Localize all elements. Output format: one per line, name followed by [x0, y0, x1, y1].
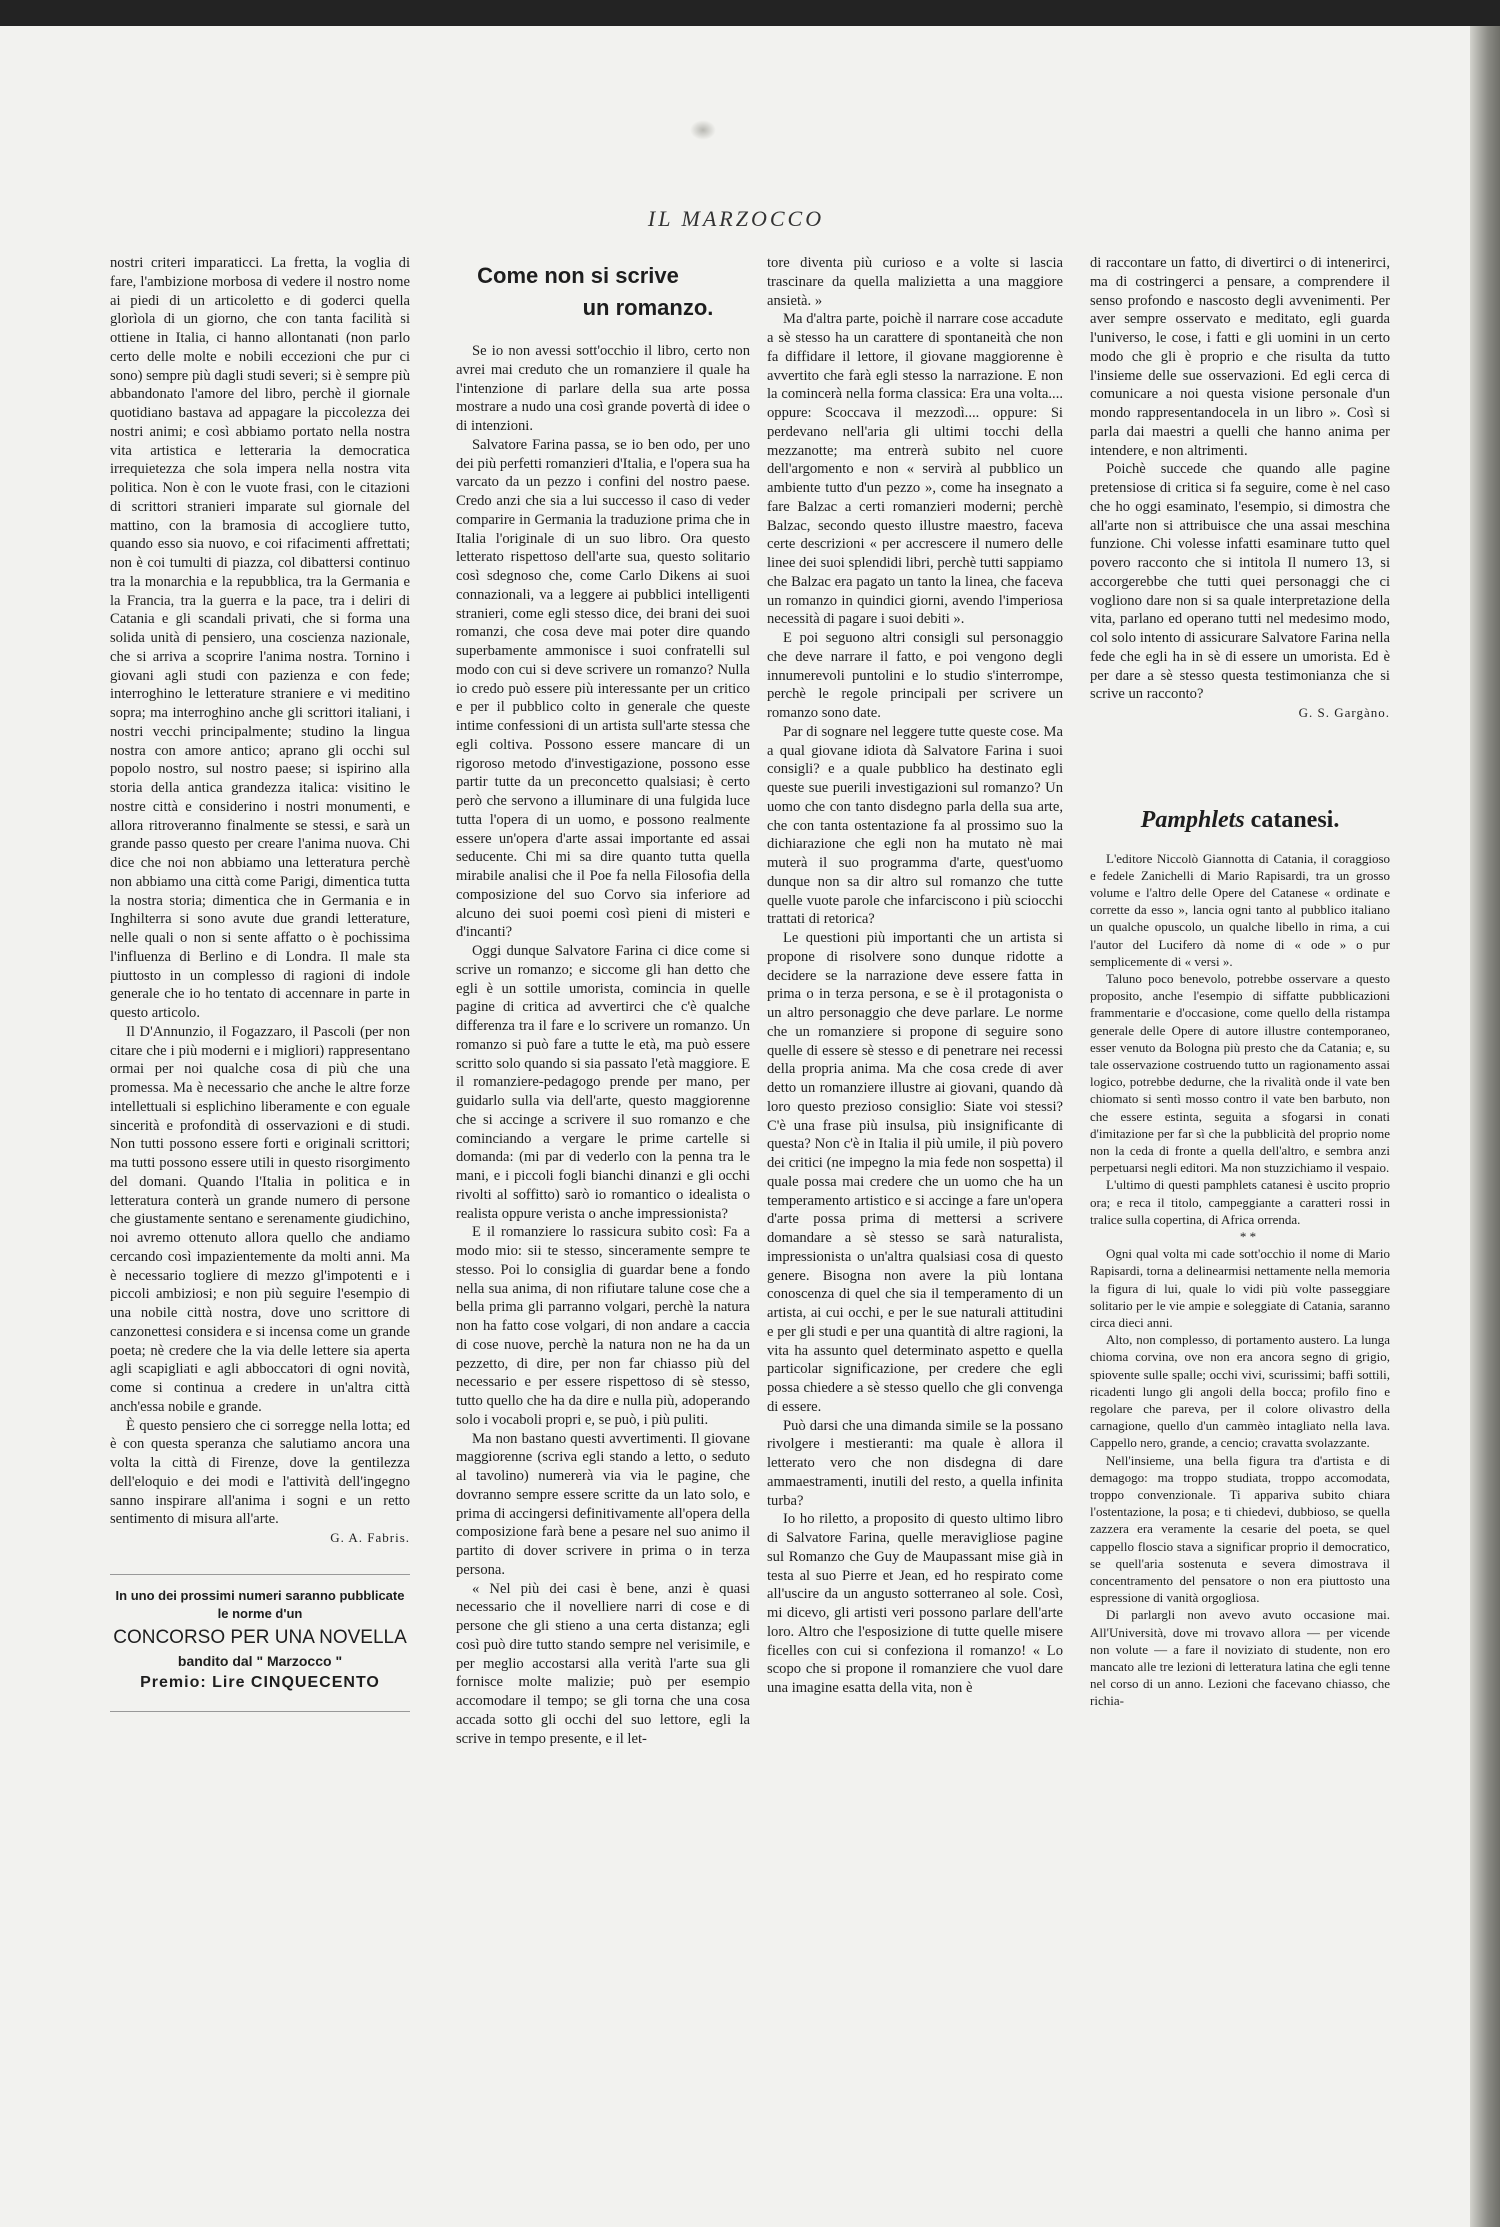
page-header: IL MARZOCCO [647, 206, 825, 231]
article-title [456, 260, 750, 324]
paragraph: « Nel più dei casi è bene, anzi è quasi necessario che il novelliere narri di cose e di persone che gli stieno a una certa distanza; egli così può dire tutto stando sempre nel verisimile, e per meglio accostarsi alla verità l'arte sua gli fornisce molte malizie; può per esempio accomodare il tempo; se gli torna che una cosa accada sotto gli occhi del suo lettore, egli la scrive in tempo presente, e il let- [456, 1580, 750, 1747]
notice-intro: In uno dei prossimi numeri saranno pubblicate le norme d'un [115, 1587, 405, 1621]
signature: G. A. Fabris. [330, 1530, 410, 1545]
scan-top-border [0, 0, 1500, 26]
title-line: un romanzo. [582, 295, 714, 320]
article-title [1090, 806, 1390, 833]
paragraph: Par di sognare nel leggere tutte queste cose. Ma a qual giovane idiota dà Salvatore Farina i suoi consigli? e a quale pubblico ha destinato egli queste sue puerili investigazioni sul romanzo? Un uomo che con tanto disdegno parla della sua arte, che con tanta ostentazione fa al prossimo suo la dichiarazione che egli non ha mutato nè mai muterà il suo programma d'arte, quest'uomo dunque non sa dir altro sul romanzo che tutte quelle vuote parole che infarciscono i più sciocchi trattati di retorica? [767, 723, 1063, 928]
paragraph: Alto, non complesso, di portamento austero. La lunga chioma corvina, ove non era ancora segno di grigio, spiovente sulle spalle; occhi vivi, scurissimi; baffi sottili, ricadenti lungo gli angoli della bocca; profilo fino e regolare che pareva, per il colore olivastro della carnagione, quello d'un cammèo intagliato nella lava. Cappello nero, grande, a cencio; cravatta svolazzante. [1090, 1332, 1390, 1451]
paragraph: L'editore Niccolò Giannotta di Catania, il coraggioso e fedele Zanichelli di Mario Rapisardi, tra un grosso volume e l'altro delle Opere del Catanese « ordinate e corrette da esso », lancia ogni tanto al pubblico italiano un qualche opuscolo, un qualche libello in rima, a cui l'autor del Lucifero dà nome di « ode » o pur semplicemente di « versi ». [1090, 850, 1390, 969]
paragraph: Salvatore Farina passa, se io ben odo, per uno dei più perfetti romanzieri d'Italia, e l'opera sua ha varcato da un pezzo i confini del nostro paese. Credo anzi che sia a lui successo il caso di veder comparire in Germania la traduzione prima che in Italia l'originale di un suo libro. Ora questo letterato rispettoso dell'arte sua, questo solitario così sdegnoso che, come Carlo Dikens ai suoi connazionali, va a leggere ai pubblici intelligenti stranieri, come egli stesso dice, dei brani dei suoi romanzi, che cosa deve mai poter dire quando superbamente ammonisce i suoi confratelli sul modo con cui si deve scrivere un romanzo? Nulla io credo può essere più interessante per un critico e per il pubblico colto in generale che queste intime confessioni di un artista sull'arte stessa che egli coltiva. Possono essere mancare di un rigoroso metodo d'investigazione, possono esse partir tutte da un preconcetto qualsiasi; è certo però che servono a illuminare di una fulgida luce tutta l'opera di un uomo, e possono realmente essere un'opera d'arte assai importante ed assai seducente. Chi mi sa dire quanto tutta quella mirabile analisi che il Poe fa nella Filosofia della composizione del suo Corvo sia inferiore ad alcuno dei suoi poemi così pieni di misteri e d'incanti? [456, 436, 750, 941]
contest-notice [110, 1574, 410, 1712]
notice-prize: Premio: Lire CINQUECENTO [140, 1674, 380, 1692]
paragraph: Le questioni più importanti che un artista si propone di risolvere sono dunque ridotte a decidere se la narrazione deve essere fatta in prima o in terza persona, e se è il protagonista o un altro personaggio che deve parlare. Le norme che un romanziere si propone di seguire sono quelle di essere sè stesso e di penetrare nei recessi della propria anima. Ma che cosa crede di aver detto un romanziere illustre ai giovani, quando dà loro questo prezioso consiglio: Siate voi stessi? C'è una frase più insulsa, più insignificante di questa? Non c'è in Italia il più umile, il più povero dei critici (ne impegno la mia fede non sospetta) il quale possa mai credere che un uomo che ha un temperamento artistico e si accinge a fare un'opera d'arte possa prima di mettersi a scrivere domandare a sè stesso se sarà naturalista, impressionista o un'altra qualsiasi cosa di questo genere. Bisogna non avere la più lontana conoscenza di quel che sia il temperamento di un artista, ai cui occhi, e per le sue naturali attitudini e per gli studi e per una quantità di altre ragioni, la vita ha assunto quel determinato aspetto e quella particolar significazione, per credere che egli possa chiedere a sè stesso quello che gli convenga di essere. [767, 930, 1063, 1415]
article-body [1090, 850, 1390, 1710]
paragraph: tore diventa più curioso e a volte si lascia trascinare da quella malizietta a una maggiore ansietà. » [767, 255, 1063, 309]
paragraph: E il romanziere lo rassicura subito così: Fa a modo mio: sii te stesso, sinceramente sempre te stesso. Poi lo consiglia di guardar bene a fondo nella sua anima, di non rifiutare talune cose che a bella prima gli parranno volgari, perchè la natura non ha fatto cose volgari, di non andare a caccia di cose nuove, perchè la natura non ne ha da un pezzetto, di dire, per non far chiasso più del necessario e per essere rispettoso di sè stesso, tutto quello che ha da dire e nulla più, adoperando solo i vocaboli propri e, se può, i più puliti. [456, 1224, 750, 1428]
column-1 [110, 254, 410, 1712]
paragraph: Può darsi che una dimanda simile se la possano rivolgere i mestieranti: ma quale è allora il letterato vero che non disdegna di dare ammaestramenti, inutili del resto, a quella infinita turba? [767, 1417, 1063, 1509]
paragraph: di raccontare un fatto, di divertirci o di intenerirci, ma di costringerci a pensare, a comprendere il senso profondo e nascosto degli avvenimenti. Per aver sempre osservato e meditato, egli guarda l'universo, le cose, i fatti e gli uomini in un certo modo che gli è proprio e che risulta da tutto l'insieme delle sue osservazioni. Ed egli cerca di comunicare a noi questa visione personale d'un mondo rappresentandocela in un libro ». Così si parla dai maestri a quelli che hanno anima per intendere, e non altrimenti. [1090, 255, 1390, 459]
paragraph: Se io non avessi sott'occhio il libro, certo non avrei mai creduto che un romanziere il quale ha l'intenzione di parlare della sua arte possa mostrare a nudo una così grande povertà di idee o di intenzioni. [456, 343, 750, 434]
paragraph: Ogni qual volta mi cade sott'occhio il nome di Mario Rapisardi, torna a delinearmisi nettamente nella memoria la figura di lui, quale lo vidi più volte passeggiare solitario per le vie ampie e soleggiate di Catania, saranno circa dieci anni. [1090, 1246, 1390, 1330]
title-italic: Pamphlets [1140, 806, 1245, 833]
paragraph: Nell'insieme, una bella figura tra d'artista e di demagogo: ma troppo studiata, troppo accomodata, troppo convenzionale. Ti appariva subito chiara l'ostentazione, la posa; e ti chiedevi, dubbioso, se quella zazzera era veramente la cesarie del poeta, se quel cappello floscio stava a significar proprio il democratico, se quell'aria sostenuta e severa dimostrava il concentramento del pensatore o non era piuttosto una espressione di vanità orgogliosa. [1090, 1452, 1390, 1606]
paragraph: Poichè succede che quando alle pagine pretensiose di critica si fa seguire, come è nel caso che ho oggi esaminato, l'esempio, si dimostra che all'arte non si attribuisce che una assai meschina funzione. Chi volesse infatti esaminare tutto quel povero racconto che si intitola Il numero 13, si accorgerebbe che tutti quei personaggi che ci vogliono dare non si sa quale interpretazione della vita, parlano ed operano tutti nel medesimo modo, col solo intento di assicurare Salvatore Farina nella fede che egli ha in sè di essere un umorista. Ed è per dare a sè stesso questa testimonianza che si scrive un racconto? [1090, 461, 1390, 703]
paragraph: Ma d'altra parte, poichè il narrare cose accadute a sè stesso ha un carattere di spontaneità che non fa diffidare il lettore, il giovane maggiorenne è avvertito che farà egli stesso la narrazione. E non la comincerà nella forma classica: Era una volta.... oppure: Scoccava il mezzodì.... oppure: Si perdevano nell'aria gli ultimi tocchi della mezzanotte; ma entrerà subito nel cuore dell'argomento e non « servirà al pubblico un ambiente tutto d'un pezzo », come ha insegnato a fare Balzac a certi romanzieri moderni; perchè Balzac, secondo questo illustre maestro, faceva certe descrizioni « per accrescere il numero delle linee dei suoi splendidi libri, perchè tutti sappiamo che Balzac era pagato un tanto la linea, che faceva un romanzo in quindici giorni, avendo l'imperiosa necessità di pagare i suoi debiti ». [767, 311, 1063, 628]
paragraph: Il D'Annunzio, il Fogazzaro, il Pascoli (per non citare che i più moderni e i migliori) rappresentano ormai per noi qualche cosa di più che una promessa. Ma è necessario che anche le altre forze intellettuali si esplichino liberamente e con eguale sincerità e profondità di osservazioni e di studi. Non tutti possono essere forti e originali scrittori; ma tutti possono essere utili in questo risorgimento del domani. Quando l'Italia in politica e in letteratura conterà un grande numero di persone che giustamente sentano e serenamente giudichino, noi avremo ottenuto allora quello che andiamo cercando così impazientemente da molti anni. Ma è necessario togliere di mezzo gl'impotenti e i piccoli ambiziosi; e non più seguire l'esempio di una nobile città nostra, dove uno scrittore di canzonettesi considera e si incensa come un grande poeta; nè credere che la via delle lettere sia aperta agli scapigliati e agli abboccatori di ogni novità, come si continua a credere in un'altra città anch'essa nobile e grande. [110, 1023, 410, 1415]
paragraph: È questo pensiero che ci sorregge nella lotta; ed è con questa speranza che salutiamo ancora una volta la città di Firenze, dove la gentilezza dell'eloquio e dei modi e l'attività dell'ingegno sanno inspirare all'anima i sogni e un retto sentimento di misura all'arte. [110, 1417, 410, 1528]
newspaper-page [0, 26, 1472, 2227]
paragraph: Di parlargli non avevo avuto occasione mai. All'Università, dove mi trovavo allora — per vicende non volute — a fare il noviziato di studente, non ero mancato alle tre lezioni di letteratura latina che egli tenne nel corso di un anno. Lezioni che facevano chiasso, che richia- [1090, 1607, 1390, 1709]
title-line: Come non si scrive [477, 263, 679, 288]
paragraph: Ma non bastano questi avvertimenti. Il giovane maggiorenne (scriva egli stando a letto, o seduto al tavolino) numererà via via le pagine, che dovranno sempre essere scritte da un lato solo, e prima di accingersi definitivamente all'opera della composizione farà bene a pesare nel suo animo il partito di dover scrivere in prima o in terza persona. [456, 1430, 750, 1578]
paragraph: Taluno poco benevolo, potrebbe osservare a questo proposito, anche l'esempio di siffatte pubblicazioni frammentarie e d'occasione, come quello della ristampa generale delle Opere di autore illustre contemporaneo, esser venuto da Bologna più presto che da Catania; e, su tale osservazione costruendo tutto un ragionamento assai logico, potrebbe dedurne, che la rivalità onde il vate ben chiomato si sentì mosso contro il vate ben barbuto, non che essere estinta, seguita a sfogarsi in conati d'imitazione per far sì che la pubblicità del proprio nome non la ceda di fronte a quella dell'altro, e sembra anzi perpetuarsi negli editori. Ma non stuzzichiamo il vespaio. [1090, 970, 1390, 1176]
notice-subtitle: bandito dal " Marzocco " [177, 1652, 343, 1669]
notice-title: CONCORSO PER UNA NOVELLA [113, 1626, 407, 1648]
paragraph: Oggi dunque Salvatore Farina ci dice come si scrive un romanzo; e siccome gli han detto che egli è un sottile umorista, comincia in quelle pagine di critica ad avvertirci che c'è qualche differenza tra il fare e lo scrivere un romanzo. Un romanzo si può fare a tutte le età, ma può essere scritto solo quando si sia passato l'età maggiore. E il romanziere-pedagogo prende per mano, per guidarlo sulla via dell'arte, questo maggiorenne che si accinge a scrivere il suo romanzo e che cominciando a vergare le prime cartelle si domanda: (mi par di vederlo con la penna tra le mani, e i piccoli fogli bianchi dinanzi e gli occhi rivolti al soffitto) sarò io romantico o idealista o realista oppure verista o anche impressionista? [456, 943, 750, 1222]
column-4 [1090, 254, 1390, 1710]
paragraph: L'ultimo di questi pamphlets catanesi è uscito proprio ora; e reca il titolo, campeggiante a caratteri rossi in tralice sulla copertina, di Africa orrenda. [1090, 1177, 1390, 1227]
divider [110, 1711, 410, 1712]
paragraph: Io ho riletto, a proposito di questo ultimo libro di Salvatore Farina, quelle meravigliose pagine sul Romanzo che Guy de Maupassant mise già in testa al suo Pierre et Jean, ed ho respirato come all'uscire da un angusto sotterraneo al sole. Così, mi dicevo, gli artisti veri possono parlare dell'arte loro. Altro che l'esposizione di tutte quelle misere ficelles con cui si confeziona il romanzo! « Lo scopo che si propone il romanziere che vuol dare una imagine esatta della vita, non è [767, 1511, 1063, 1696]
section-break: * * [1239, 1228, 1257, 1244]
column-2 [456, 254, 750, 1748]
paragraph: nostri criteri imparaticci. La fretta, la voglia di fare, l'ambizione morbosa di vedere il nostro nome ai piedi di un articoletto e di goderci quella glorìola di un giorno, che con tanta facilità si ottiene in Italia, ci hanno allontanati (non parlo certo delle molte e nobili eccezioni che pur ci sono) sempre più dagli studi severi; si è sempre più abbandonato l'amore del libro, perchè il giornale quotidiano bastava ad appagare la piccolezza dei nostri animi; e così abbiamo portato nella nostra vita artistica e letteraria la democratica irrequietezza che sola impera nella nostra vita politica. Non è con le vuote frasi, con le citazioni di scrittori stranieri imparate sul giornale del mattino, con la bramosia di accogliere tutto, quando esso sia nuovo, e coi rifacimenti affrettati; non è coi tumulti di piazza, col dibattersi continuo tra la monarchia e la repubblica, tra la Germania e la Francia, tra la guerra e la pace, tra i deliri di Catania e gli scandali privati, che si forma una solida unità di pensiero, una coscienza nazionale, che si arriva a scoprire l'anima nostra. Tornino i giovani agli studi con pazienza e con fede; interroghino le letterature straniere e vi meditino sopra; ma interroghino anche gli scrittori italiani, i nostri vecchi principalmente; studino la lingua nostra con amore antico; aprano gli occhi sul popolo nostro, sul nostro paese; si ispirino alla storia della antica grandezza italica: visitino le nostre città e considerino i nostri monumenti, e allora ritroveranno finalmente se stessi, e sarà un grande passo questo per creare l'anima nuova. Chi dice che noi non abbiamo una letteratura perchè non abbiamo una città come Parigi, dimentica tutta la nostra storia; dimentica che in Germania e in Inghilterra si sono avute due grandi letterature, nelle quali o non si sente affatto o è pochissima l'influenza di Berlino e di Londra. Il male sta piuttosto in un complesso di ragioni di indole generale che io ho tentato di accennare in parte in questo articolo. [110, 255, 410, 1021]
column-3 [767, 254, 1063, 1698]
signature: G. S. Gargàno. [1298, 705, 1390, 720]
scan-right-edge [1470, 26, 1500, 2227]
paragraph: E poi seguono altri consigli sul personaggio che deve narrare il fatto, e poi vengono degli innumerevoli puntolini e lo studio s'interrompe, perchè le regole principali per scrivere un romanzo sono date. [767, 630, 1063, 721]
paper-stain [690, 120, 716, 140]
title-rest: catanesi. [1250, 806, 1340, 833]
